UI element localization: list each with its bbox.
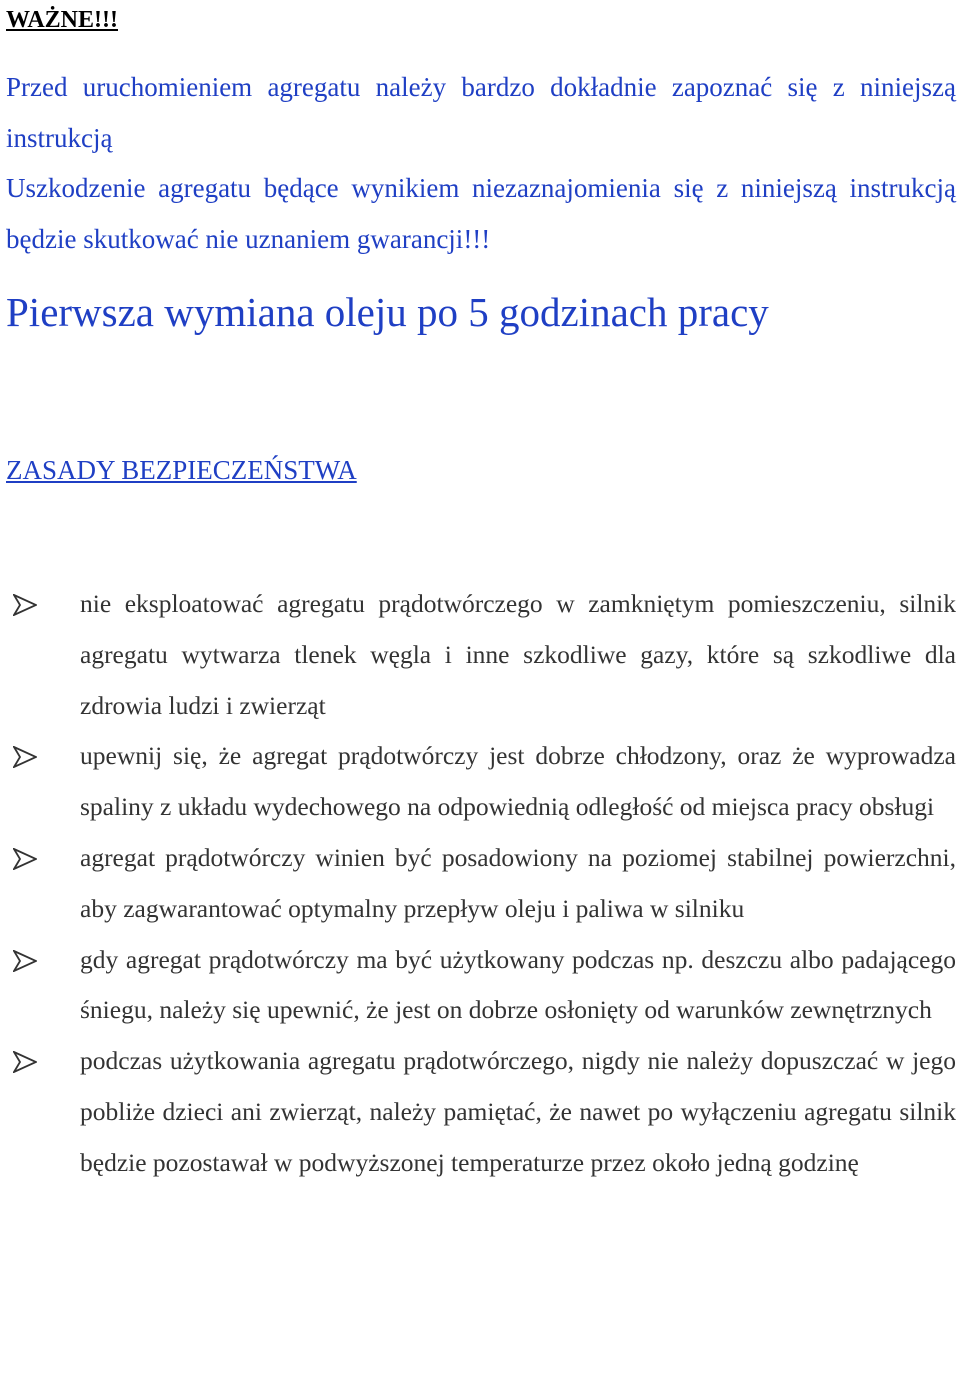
warning-line-warranty: Uszkodzenie agregatu będące wynikiem niezaznajomienia się z niniejszą instrukcją będzie skutkować nie uznaniem gwarancji!!! (6, 173, 956, 254)
warning-notice (6, 62, 956, 264)
list-item (0, 579, 956, 731)
arrowhead-bullet-icon (13, 1051, 37, 1073)
arrowhead-bullet-icon (13, 848, 37, 870)
rule-text: agregat prądotwórczy winien być posadowiony na poziomej stabilnej powierzchni, aby zagwarantować optymalny przepływ oleju i paliwa w silniku (80, 842, 956, 923)
arrowhead-bullet-icon (13, 746, 37, 768)
list-item (0, 731, 956, 833)
rule-text: gdy agregat prądotwórczy ma być użytkowany podczas np. deszczu albo padającego śniegu, należy się upewnić, że jest on dobrze osłonięty od warunków zewnętrznych (80, 944, 956, 1025)
warning-line-read-instructions: Przed uruchomieniem agregatu należy bardzo dokładnie zapoznać się z niniejszą instrukcją (6, 72, 956, 153)
safety-rules-list (0, 579, 956, 1189)
rule-text: nie eksploatować agregatu prądotwórczego w zamkniętym pomieszczeniu, silnik agregatu wytwarza tlenek węgla i inne szkodliwe gazy, które są szkodliwe dla zdrowia ludzi i zwierząt (80, 589, 956, 720)
list-item (0, 833, 956, 935)
rule-text: upewnij się, że agregat prądotwórczy jest dobrze chłodzony, oraz że wyprowadza spaliny z układu wydechowego na odpowiednią odległość od miejsca pracy obsługi (80, 741, 956, 822)
arrowhead-bullet-icon (13, 594, 37, 616)
warning-title: WAŻNE!!! (6, 7, 118, 33)
rule-text: podczas użytkowania agregatu prądotwórczego, nigdy nie należy dopuszczać w jego pobliże dzieci ani zwierząt, należy pamiętać, że nawet po wyłączeniu agregatu silnik będzie pozostawał w podwyższonej temperaturze przez około jedną godzinę (80, 1046, 956, 1177)
safety-rules-heading: ZASADY BEZPIECZEŃSTWA (6, 455, 357, 485)
arrowhead-bullet-icon (13, 950, 37, 972)
list-item (0, 935, 956, 1037)
list-item (0, 1036, 956, 1188)
oil-change-heading: Pierwsza wymiana oleju po 5 godzinach pracy (6, 289, 769, 335)
